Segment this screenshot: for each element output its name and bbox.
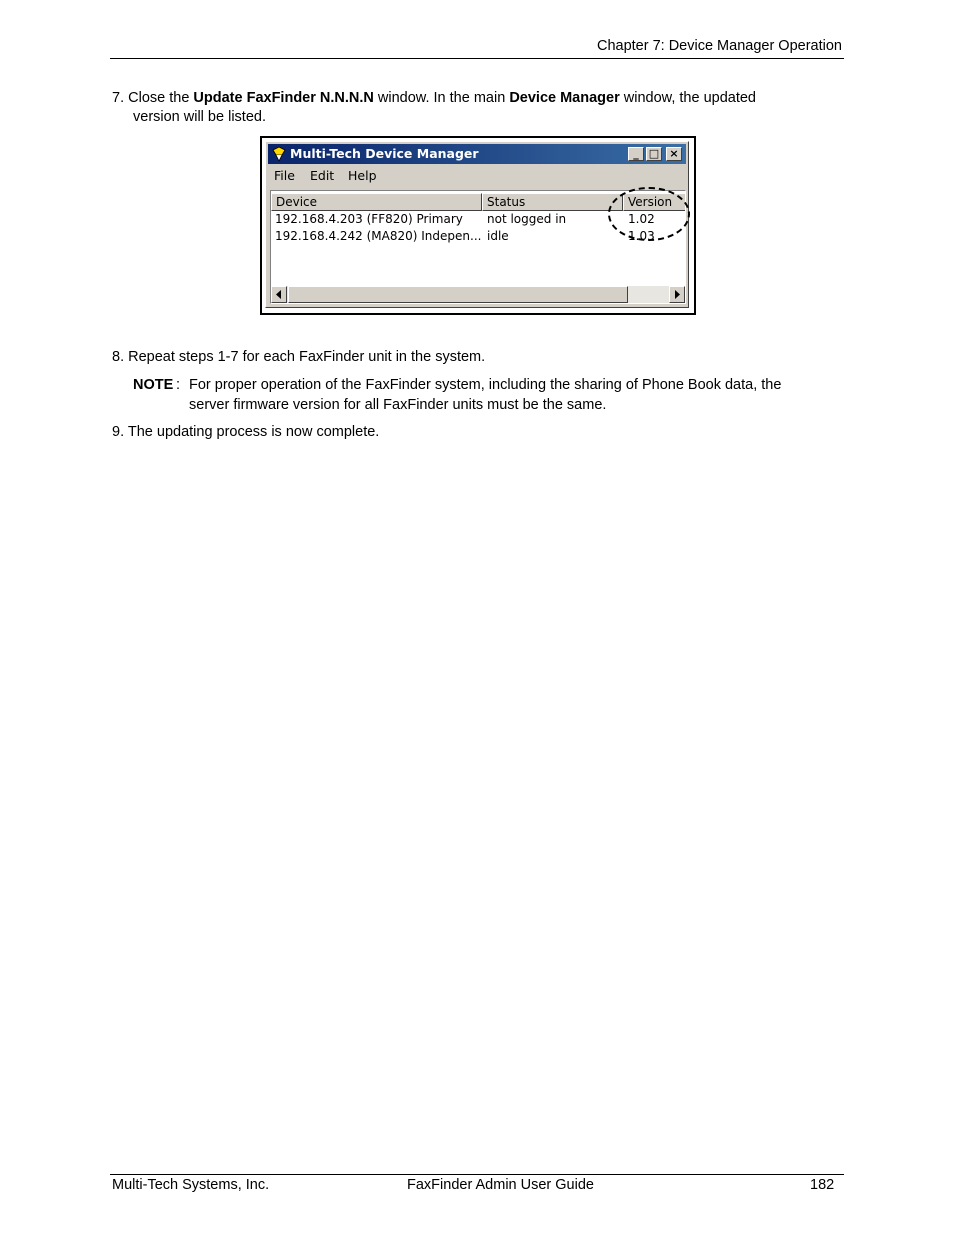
scroll-thumb[interactable] bbox=[288, 286, 628, 303]
scroll-left-button[interactable] bbox=[271, 286, 287, 303]
column-header-device[interactable]: Device bbox=[271, 193, 482, 211]
step-9: 9. The updating process is now complete. bbox=[112, 424, 380, 440]
row-1-status: not logged in bbox=[487, 212, 567, 226]
footer-company: Multi-Tech Systems, Inc. bbox=[112, 1177, 270, 1193]
footer-page-number: 182 bbox=[810, 1177, 835, 1193]
note-label: NOTE bbox=[133, 377, 174, 393]
menu-file[interactable]: File bbox=[274, 168, 295, 183]
screenshot-frame bbox=[260, 136, 696, 315]
close-icon: × bbox=[669, 147, 679, 160]
note-line-2: server firmware version for all FaxFinder units must be the same. bbox=[189, 396, 607, 413]
row-1-device[interactable]: 192.168.4.203 (FF820) Primary bbox=[275, 212, 463, 226]
column-header-version[interactable]: Version bbox=[623, 193, 686, 211]
step-7-bold-window: Update FaxFinder N.N.N.N bbox=[193, 90, 374, 106]
step-7-bold-manager: Device Manager bbox=[509, 90, 620, 106]
scroll-right-button[interactable] bbox=[669, 286, 685, 303]
footer-guide-title: FaxFinder Admin User Guide bbox=[407, 1177, 594, 1193]
step-7-suffix: window, the updated bbox=[619, 90, 756, 106]
header-rule bbox=[110, 58, 844, 59]
note-colon: : bbox=[176, 377, 181, 393]
row-2-version: 1.03 bbox=[628, 229, 655, 243]
scroll-left-icon bbox=[272, 287, 286, 302]
column-header-status[interactable]: Status bbox=[482, 193, 623, 211]
row-2-status: idle bbox=[487, 229, 509, 243]
minimize-icon: _ bbox=[633, 147, 639, 160]
app-icon bbox=[271, 146, 287, 162]
row-1-version: 1.02 bbox=[628, 212, 655, 226]
step-7 bbox=[112, 89, 842, 127]
minimize-button[interactable] bbox=[628, 147, 644, 161]
close-button[interactable] bbox=[666, 147, 682, 161]
menu-edit[interactable]: Edit bbox=[310, 168, 335, 183]
version-highlight-circle bbox=[608, 187, 690, 241]
window-title: Multi-Tech Device Manager bbox=[290, 146, 479, 161]
chapter-header: Chapter 7: Device Manager Operation bbox=[596, 38, 842, 54]
note-line-1: For proper operation of the FaxFinder system, including the sharing of Phone Book data, the bbox=[189, 377, 782, 393]
note-text bbox=[189, 376, 839, 415]
menu-help[interactable]: Help bbox=[348, 168, 377, 183]
step-7-prefix: 7. Close the bbox=[112, 90, 194, 106]
row-2-device[interactable]: 192.168.4.242 (MA820) Indepen... bbox=[275, 229, 482, 243]
title-bar[interactable] bbox=[268, 144, 686, 164]
scroll-right-icon bbox=[670, 287, 684, 302]
maximize-icon: □ bbox=[648, 147, 660, 160]
step-7-middle: window. In the main bbox=[373, 90, 510, 106]
step-8: 8. Repeat steps 1-7 for each FaxFinder unit in the system. bbox=[112, 349, 486, 365]
horizontal-scrollbar[interactable] bbox=[271, 286, 685, 303]
step-7-line2: version will be listed. bbox=[133, 109, 266, 125]
maximize-button[interactable] bbox=[646, 147, 662, 161]
footer-rule bbox=[110, 1174, 844, 1175]
device-manager-window bbox=[265, 141, 689, 308]
